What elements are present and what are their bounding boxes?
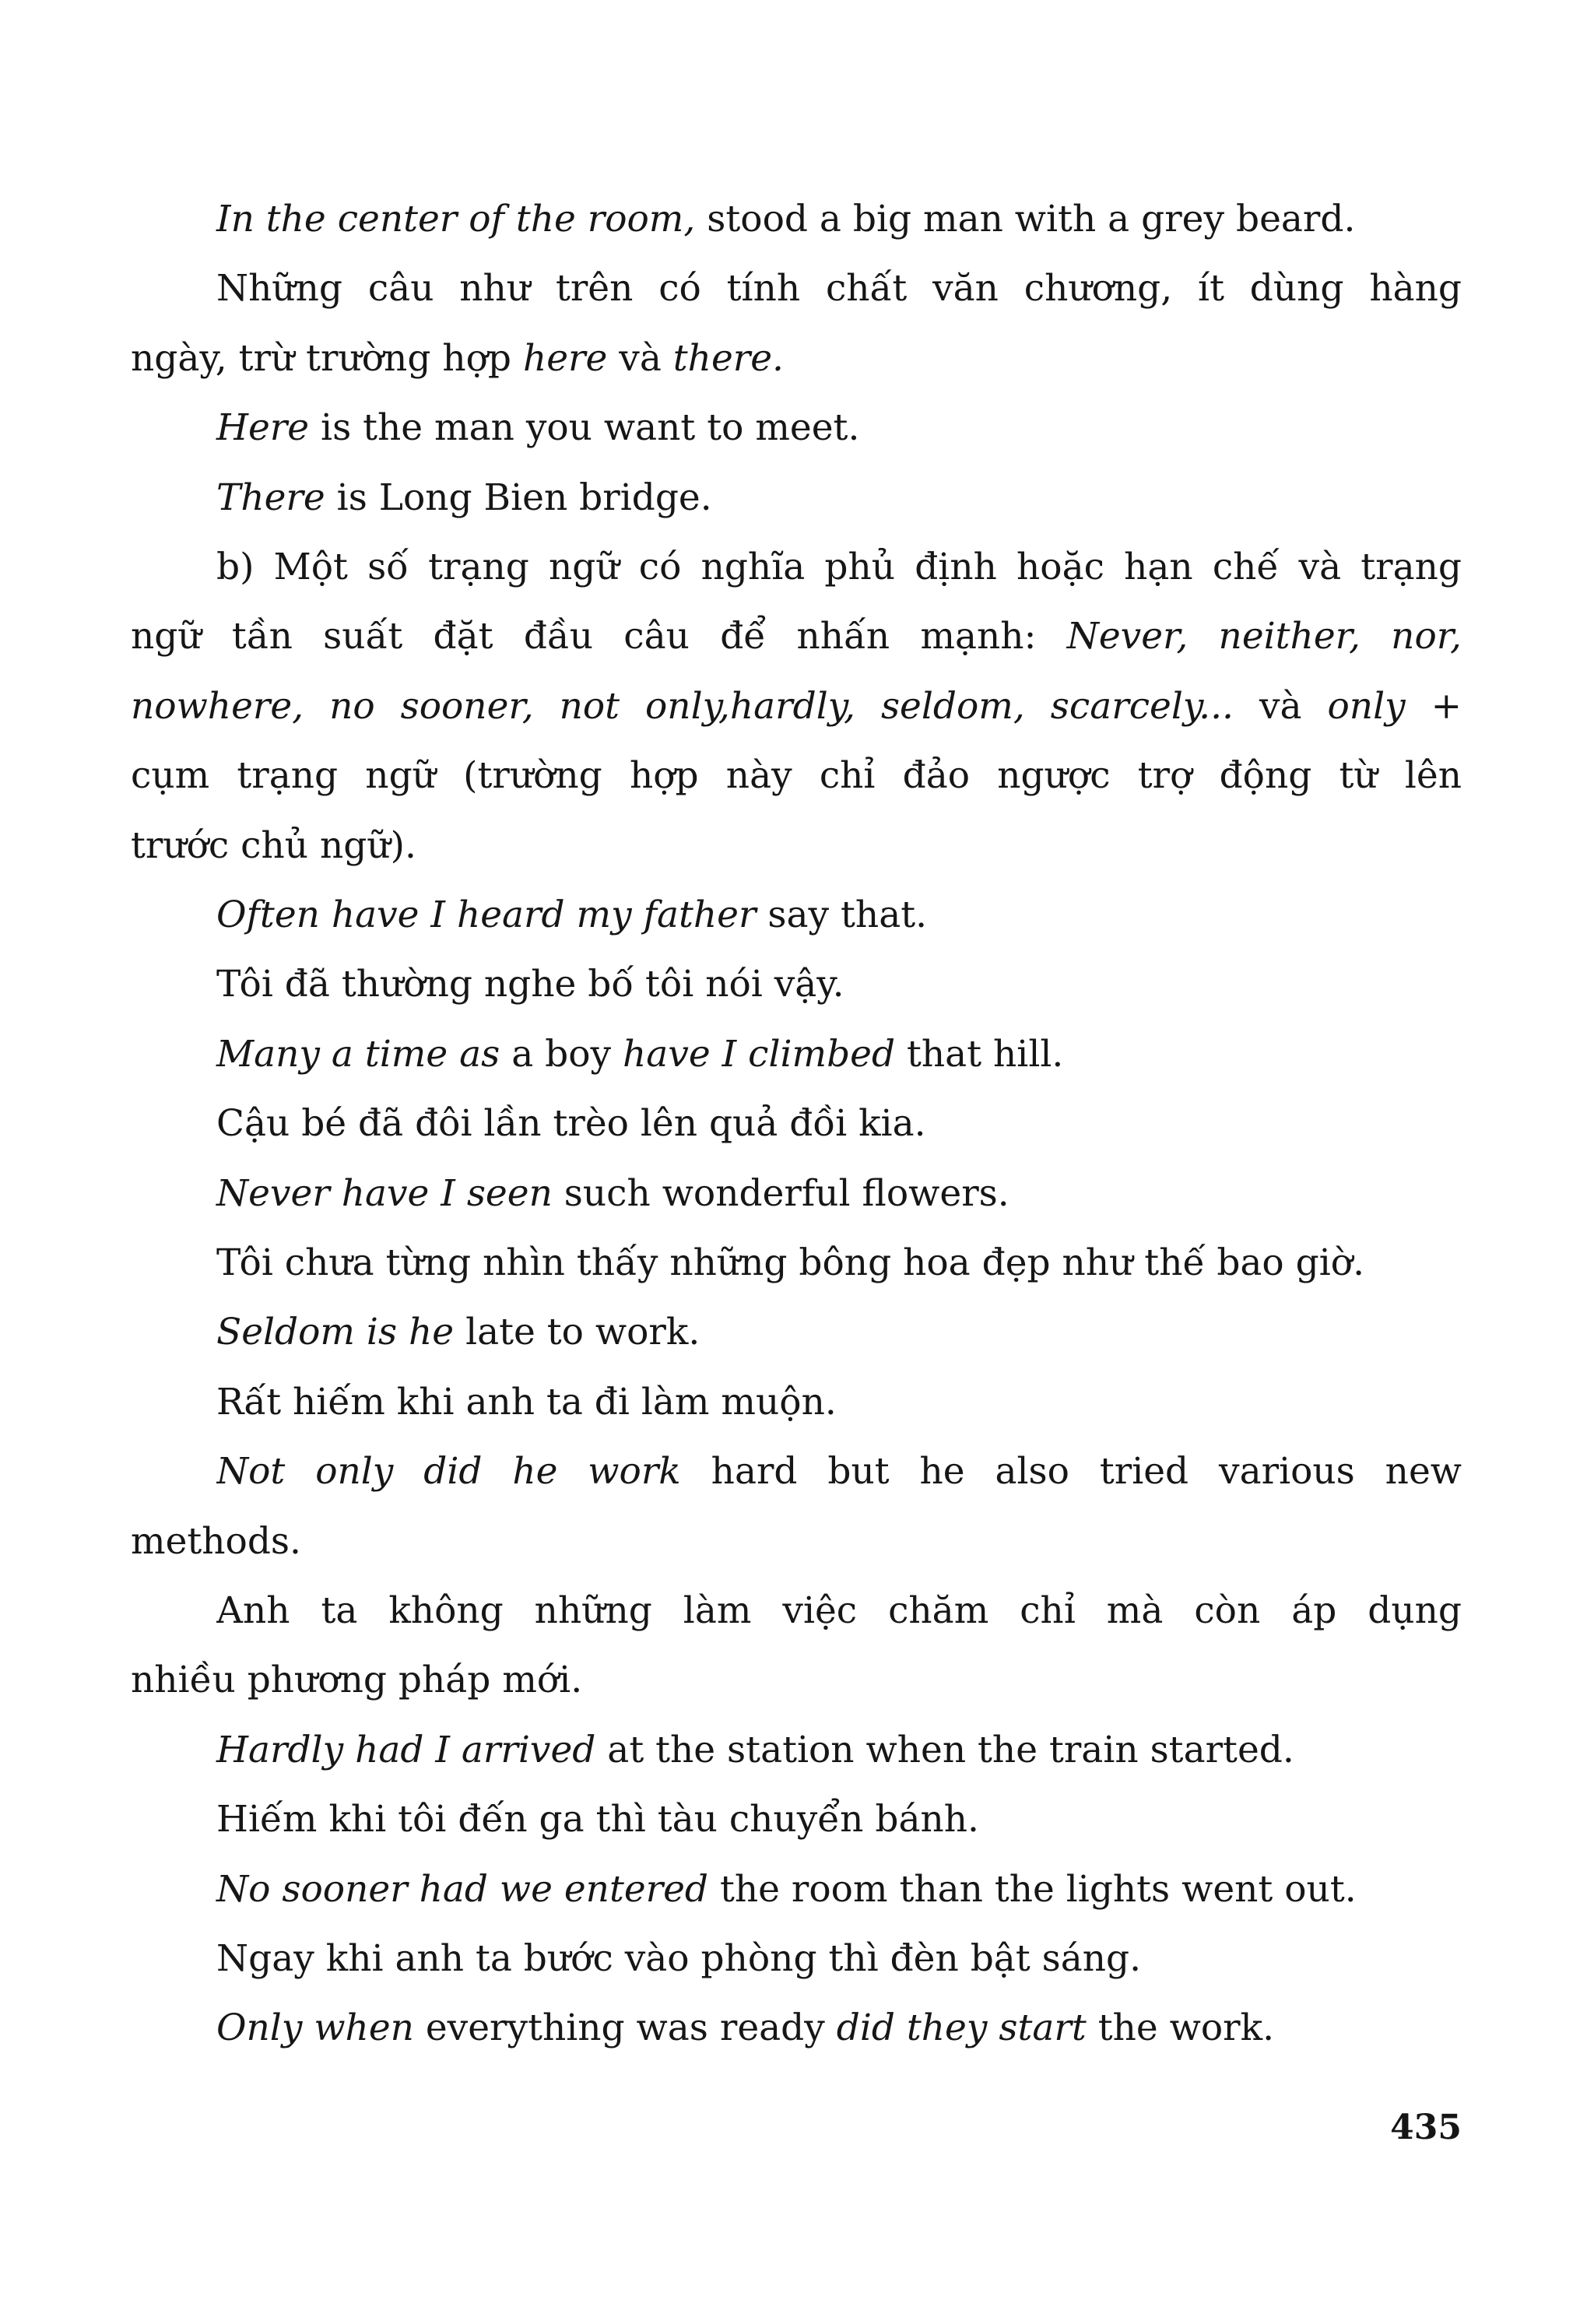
text-line <box>131 683 1462 730</box>
text-span: Tôi đã thường nghe bố tôi nói vậy. <box>216 963 844 1006</box>
text-span: say that. <box>756 893 928 936</box>
italic-text: Not only did he work <box>216 1450 681 1493</box>
text-line <box>216 1588 1462 1634</box>
text-span: + <box>1405 685 1462 728</box>
italic-text: In the center of the room, <box>216 198 696 240</box>
italic-text: Only when <box>216 2006 414 2049</box>
text-span: Những câu như trên có tính chất văn chương, ít dùng hàng <box>216 267 1462 310</box>
italic-text: did they start <box>836 2006 1087 2049</box>
text-span: Tôi chưa từng nhìn thấy những bông hoa đẹp như thế bao giờ. <box>216 1241 1365 1284</box>
text-span: is the man you want to meet. <box>309 406 860 449</box>
text-span: ngữ tần suất đặt đầu câu để nhấn mạnh: <box>131 615 1067 658</box>
text-line <box>216 1171 1009 1217</box>
text-span: methods. <box>131 1520 301 1563</box>
italic-text: there. <box>672 337 784 380</box>
italic-text: There <box>216 476 325 519</box>
text-span: stood a big man with a grey beard. <box>695 198 1356 240</box>
text-line <box>216 265 1462 312</box>
text-span: Cậu bé đã đôi lần trèo lên quả đồi kia. <box>216 1102 926 1145</box>
italic-text: Many a time as <box>216 1033 500 1076</box>
text-span: Anh ta không những làm việc chăm chỉ mà còn áp dụng <box>216 1589 1462 1632</box>
italic-text: Never, neither, nor, <box>1066 615 1462 658</box>
text-line <box>216 196 1355 243</box>
text-span: b) Một số trạng ngữ có nghĩa phủ định hoặc hạn chế và trạng <box>216 546 1462 588</box>
italic-text: Often have I heard my father <box>216 893 757 936</box>
text-line <box>216 1379 837 1426</box>
text-line <box>131 335 784 382</box>
italic-text: Never have I seen <box>216 1172 553 1215</box>
text-line <box>216 2005 1274 2052</box>
text-span: nhiều phương pháp mới. <box>131 1659 583 1701</box>
text-line <box>131 1657 582 1704</box>
italic-text: here <box>522 337 608 380</box>
text-span: the work. <box>1086 2006 1275 2049</box>
text-line <box>216 1309 700 1356</box>
text-span: the room than the lights went out. <box>708 1868 1357 1911</box>
text-line <box>216 892 927 939</box>
page-number: 435 <box>1390 2108 1462 2147</box>
italic-text: only <box>1327 685 1406 728</box>
text-span: a boy <box>500 1033 623 1076</box>
text-span: Rất hiếm khi anh ta đi làm muộn. <box>216 1381 837 1424</box>
text-line <box>216 475 712 521</box>
italic-text: Seldom is he <box>216 1311 455 1353</box>
text-span: late to work. <box>454 1311 700 1353</box>
italic-text: Here <box>216 406 310 449</box>
text-line <box>216 961 844 1008</box>
text-line <box>216 1031 1063 1078</box>
text-span: Hiếm khi tôi đến ga thì tàu chuyển bánh. <box>216 1798 979 1841</box>
text-span: at the station when the train started. <box>595 1729 1294 1771</box>
text-span: such wonderful flowers. <box>552 1172 1009 1215</box>
text-span: và <box>1234 685 1328 728</box>
text-span: và <box>607 337 673 380</box>
text-line <box>216 1448 1462 1495</box>
text-line <box>131 753 1462 799</box>
text-span: Ngay khi anh ta bước vào phòng thì đèn bật sáng. <box>216 1937 1142 1980</box>
text-span: trước chủ ngữ). <box>131 824 416 867</box>
text-line <box>216 1936 1141 1982</box>
text-span: cụm trạng ngữ (trường hợp này chỉ đảo ngược trợ động từ lên <box>131 754 1462 797</box>
text-line <box>216 405 859 451</box>
text-line <box>131 1518 301 1565</box>
text-line <box>216 1727 1294 1774</box>
text-line <box>216 1866 1357 1913</box>
text-span: that hill. <box>895 1033 1064 1076</box>
italic-text: Hardly had I arrived <box>216 1729 596 1771</box>
text-span: hard but he also tried various new <box>680 1450 1462 1493</box>
text-line <box>216 1101 926 1147</box>
text-line <box>216 1796 979 1843</box>
italic-text: No sooner had we entered <box>216 1868 709 1911</box>
text-line <box>131 613 1462 660</box>
text-span: is Long Bien bridge. <box>325 476 712 519</box>
italic-text: have I climbed <box>623 1033 896 1076</box>
text-span: ngày, trừ trường hợp <box>131 337 523 380</box>
text-line <box>131 823 416 869</box>
text-span: everything was ready <box>413 2006 837 2049</box>
italic-text: nowhere, no sooner, not only,hardly, seldom, scarcely... <box>131 685 1234 728</box>
text-line <box>216 1240 1364 1287</box>
text-line <box>216 544 1462 591</box>
